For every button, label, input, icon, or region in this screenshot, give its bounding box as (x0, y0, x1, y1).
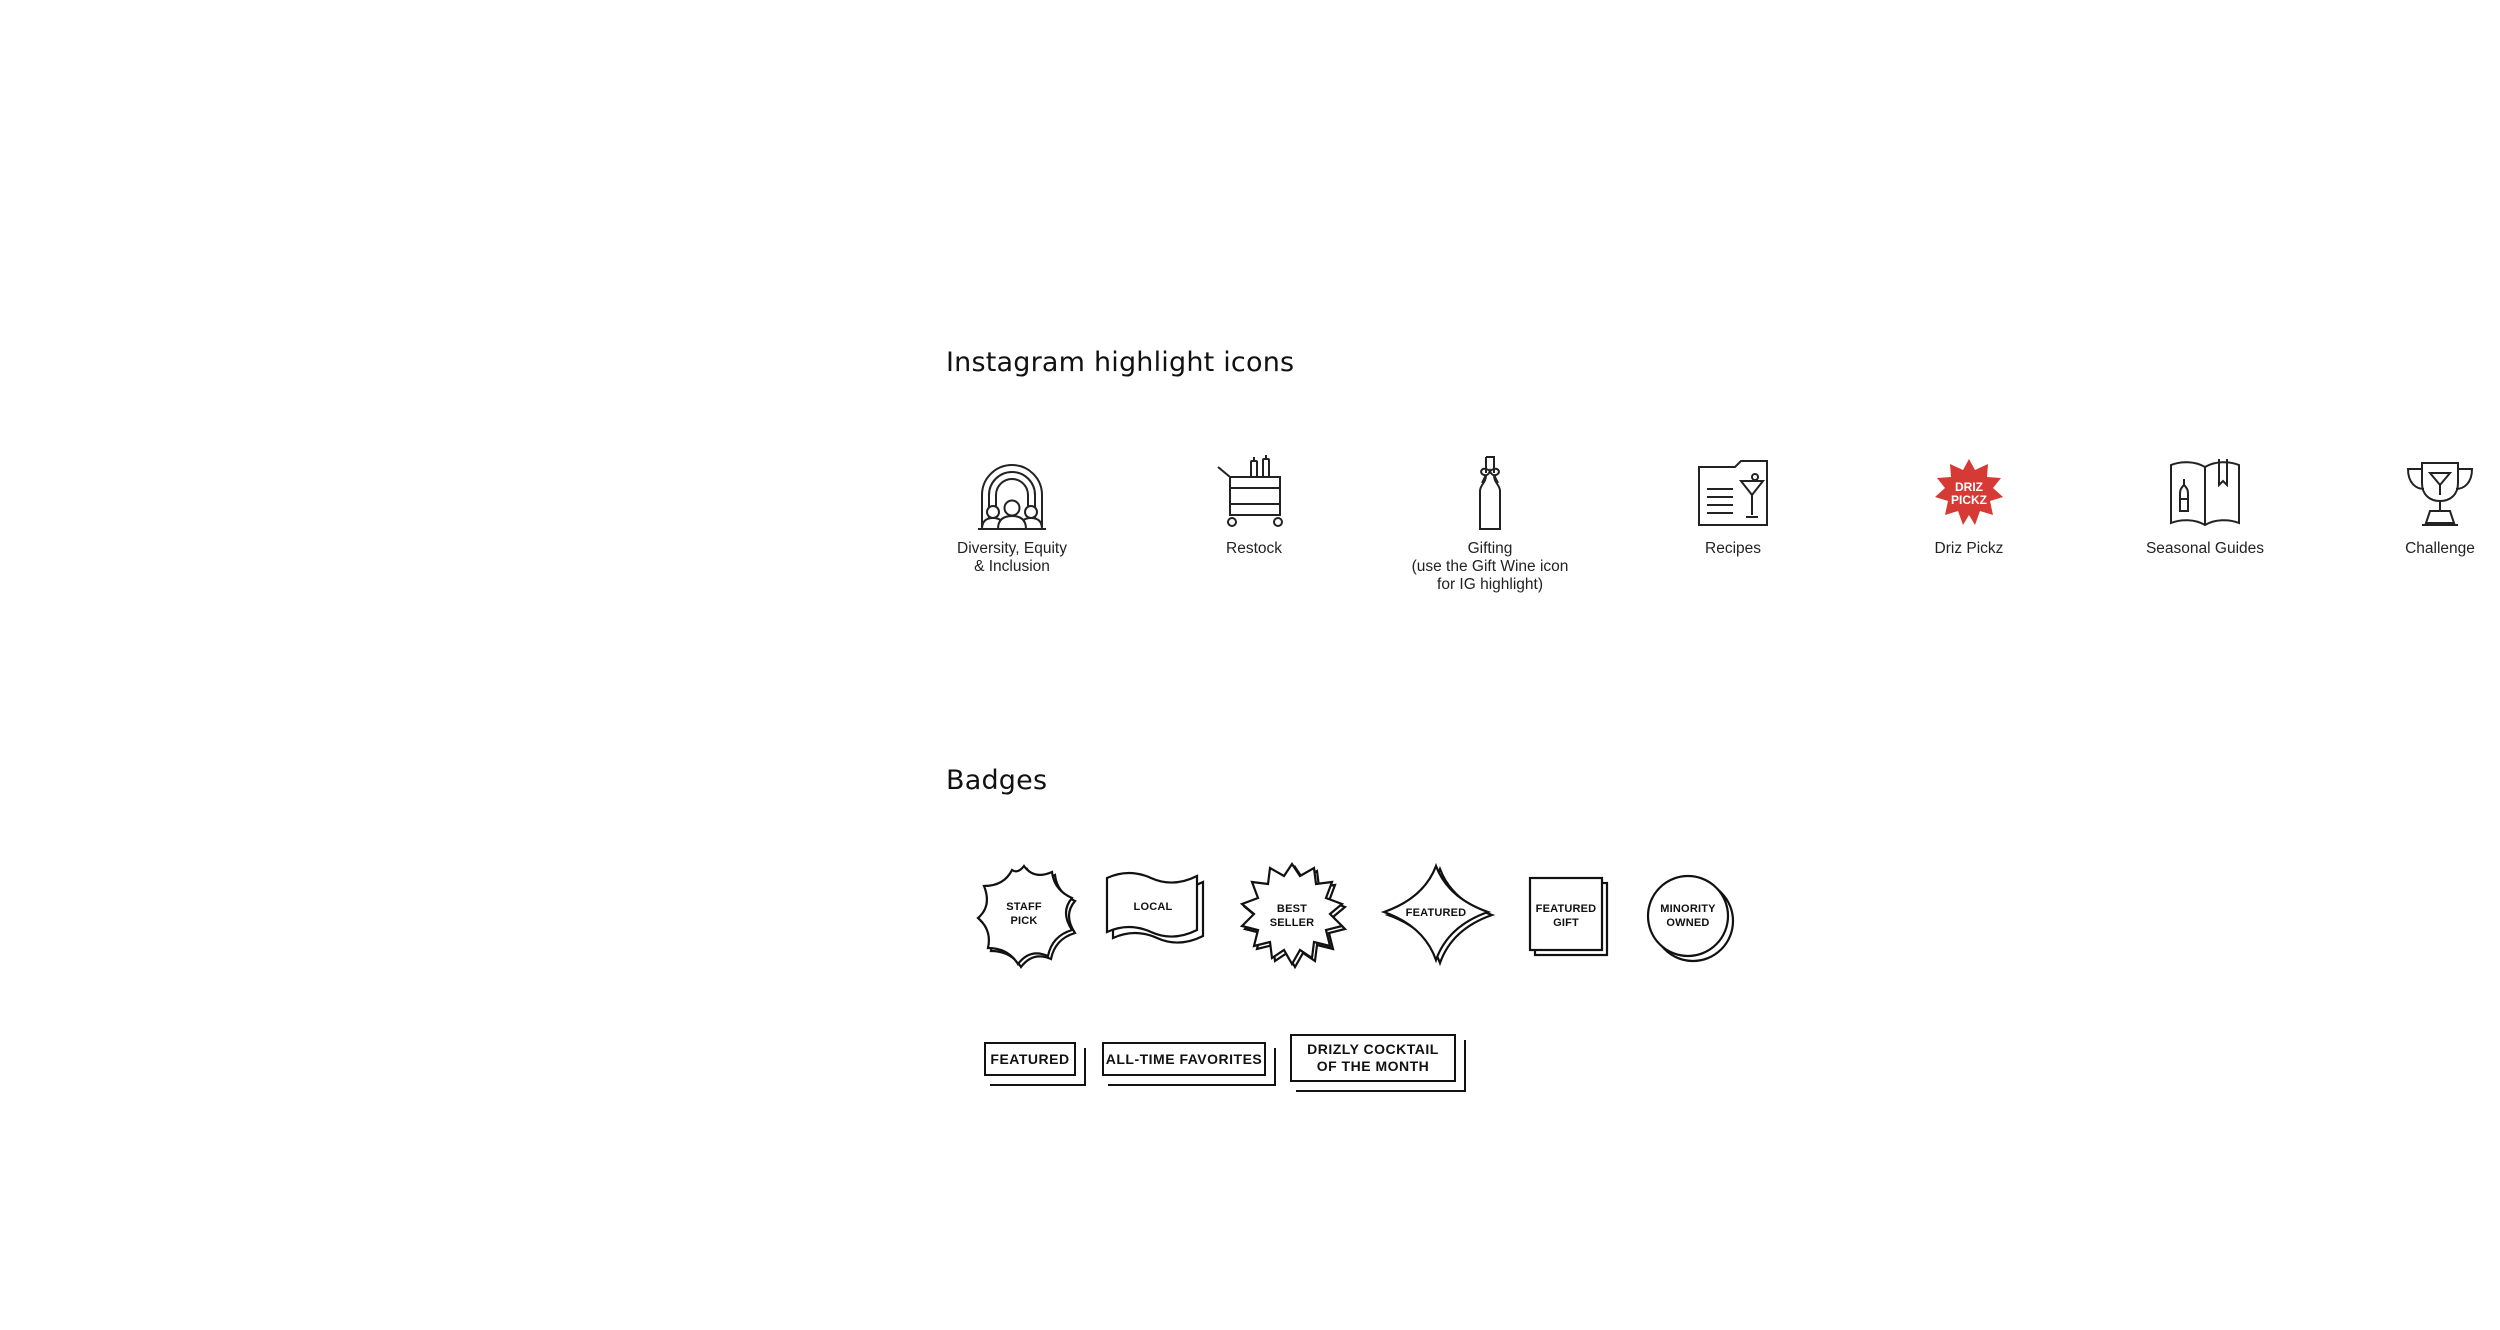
section-title-badges: Badges (946, 765, 1048, 796)
all-time-favorites-badge (1102, 1042, 1270, 1080)
recipe-cocktail-icon (1695, 455, 1771, 531)
bar-cart-icon (1216, 455, 1292, 531)
highlight-label-gifting: Gifting (use the Gift Wine icon for IG highlight) (1411, 540, 1569, 593)
best-seller-badge (1240, 862, 1350, 970)
minority-owned-badge (1644, 872, 1738, 966)
gift-wine-bottle-icon (1452, 455, 1528, 531)
featured-diamond-badge (1382, 864, 1498, 968)
featured-rect-badge (984, 1042, 1080, 1080)
staff-pick-text-1: STAFF (1006, 901, 1042, 913)
minority-owned-text-2: OWNED (1666, 917, 1710, 929)
cocktail-of-the-month-badge (1290, 1034, 1460, 1086)
highlight-label-diversity: Diversity, Equity & Inclusion (957, 540, 1067, 575)
trophy-icon (2402, 455, 2478, 531)
highlight-label-recipes: Recipes (1705, 540, 1761, 557)
driz-pickz-seal-icon (1931, 455, 2007, 531)
rainbow-people-icon (974, 455, 1050, 531)
open-book-icon (2167, 455, 2243, 531)
featured-gift-text-2: GIFT (1553, 917, 1579, 929)
highlight-label-driz-pickz: Driz Pickz (1934, 540, 2004, 557)
highlight-label-seasonal-guides: Seasonal Guides (2145, 540, 2265, 557)
cocktail-of-the-month-badge-label: DRIZLY COCKTAIL OF THE MONTH (1290, 1034, 1456, 1082)
minority-owned-text-1: MINORITY (1660, 903, 1716, 915)
featured-gift-text-1: FEATURED (1535, 903, 1597, 915)
staff-pick-badge (972, 860, 1084, 972)
local-badge (1105, 872, 1209, 956)
best-seller-text-1: BEST (1276, 903, 1308, 915)
highlight-label-restock: Restock (1226, 540, 1282, 557)
featured-diamond-text: FEATURED (1405, 907, 1467, 919)
staff-pick-text-2: PICK (1010, 915, 1038, 927)
all-time-favorites-badge-label: ALL-TIME FAVORITES (1102, 1042, 1266, 1076)
featured-gift-badge (1528, 876, 1614, 962)
highlight-label-challenge: Challenge (2405, 540, 2475, 557)
local-text: LOCAL (1133, 901, 1173, 913)
best-seller-text-2: SELLER (1269, 917, 1315, 929)
driz-seal-text-line-2: PICKZ (1951, 493, 1987, 507)
section-title-highlight-icons: Instagram highlight icons (946, 347, 1295, 378)
featured-rect-badge-label: FEATURED (984, 1042, 1076, 1076)
driz-seal-text-line-1: DRIZ (1955, 480, 1983, 494)
